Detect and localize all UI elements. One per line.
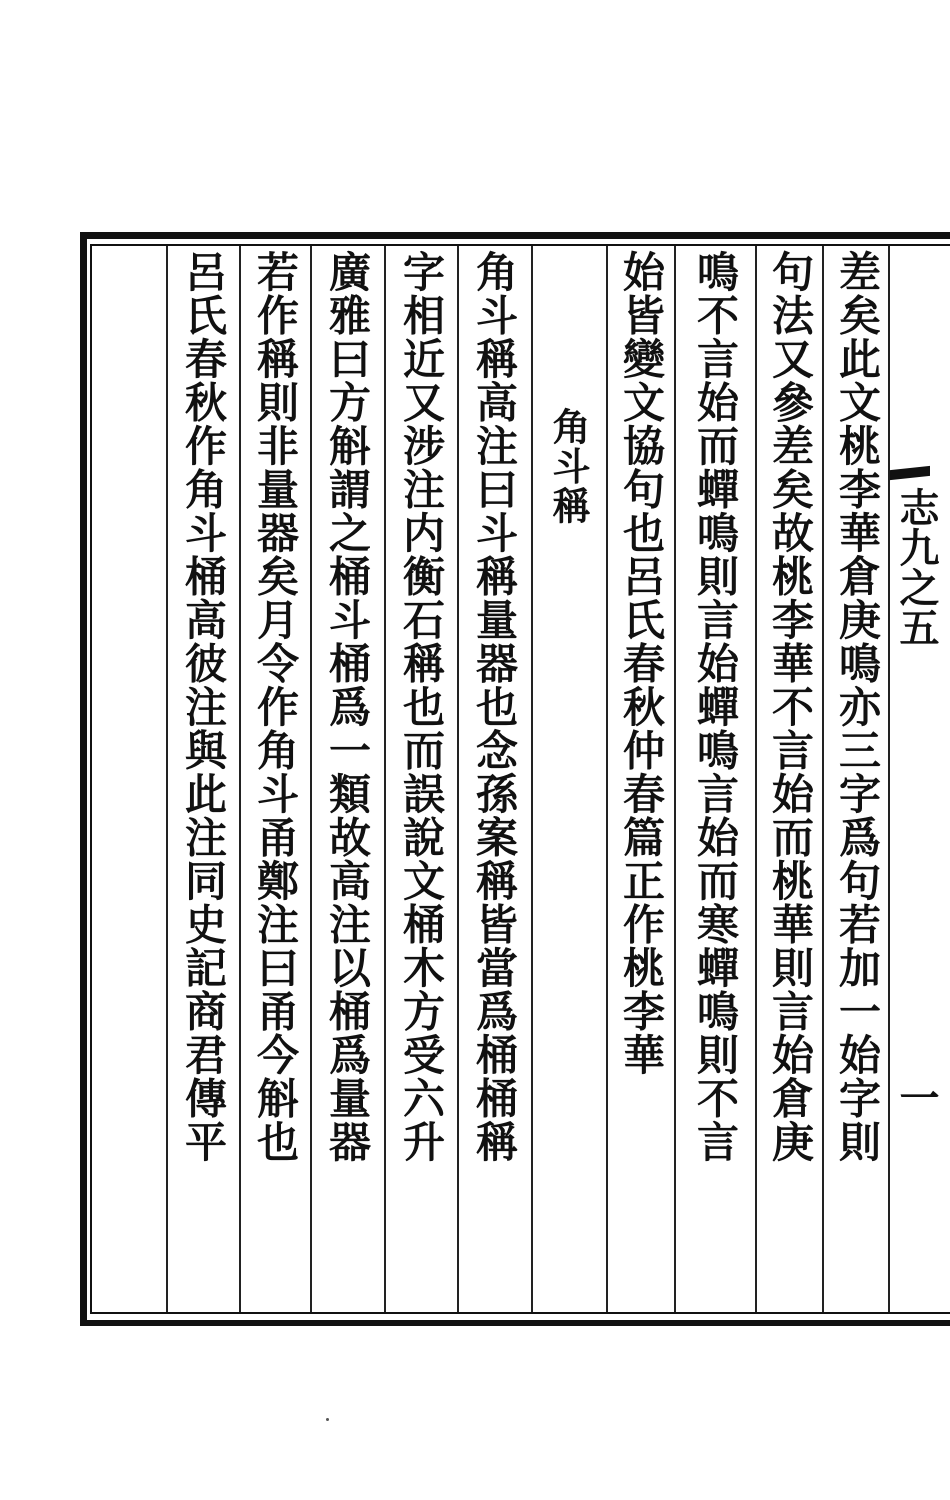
column-divider bbox=[888, 246, 890, 1312]
frame-border-bottom-inner bbox=[90, 1312, 950, 1314]
margin-title: 志九之五 bbox=[893, 487, 940, 647]
text-column-10: 呂氏春秋作角斗桶高彼注與此注同史記商君傳平 bbox=[179, 250, 228, 1164]
page-frame bbox=[80, 232, 950, 1330]
frame-border-bottom bbox=[80, 1320, 950, 1326]
frame-border-top bbox=[80, 232, 950, 239]
section-heading: 角斗稱 bbox=[546, 407, 591, 526]
column-divider bbox=[822, 246, 824, 1312]
text-column-9: 若作稱則非量器矣月令作角斗甬鄭注曰甬今斛也 bbox=[251, 250, 300, 1164]
text-column-7: 字相近又涉注内衡石稱也而誤說文桶木方受六升 bbox=[397, 250, 446, 1164]
text-column-4: 始皆變文協句也呂氏春秋仲春篇正作桃李華 bbox=[617, 250, 666, 1077]
column-divider bbox=[239, 246, 241, 1312]
fish-tail-mark bbox=[890, 466, 930, 480]
text-column-8: 廣雅曰方斛謂之桶斗桶爲一類故高注以桶爲量器 bbox=[323, 250, 372, 1164]
text-column-2: 句法又參差矣故桃李華不言始而桃華則言始倉庚 bbox=[766, 250, 815, 1164]
frame-border-left-inner bbox=[90, 244, 92, 1314]
column-divider bbox=[531, 246, 533, 1312]
column-divider bbox=[755, 246, 757, 1312]
frame-border-left bbox=[80, 232, 87, 1326]
margin-page-number: 一 bbox=[893, 1077, 940, 1117]
frame-border-top-inner bbox=[90, 244, 950, 246]
column-divider bbox=[310, 246, 312, 1312]
column-divider bbox=[457, 246, 459, 1312]
text-column-1: 差矣此文桃李華倉庚鳴亦三字爲句若加一始字則 bbox=[833, 250, 882, 1164]
scan-speck bbox=[326, 1418, 329, 1421]
column-divider bbox=[674, 246, 676, 1312]
text-column-6: 角斗稱高注曰斗稱量器也念孫案稱皆當爲桶桶稱 bbox=[470, 250, 519, 1164]
text-column-3: 鳴不言始而蟬鳴則言始蟬鳴言始而寒蟬鳴則不言 bbox=[691, 250, 740, 1164]
column-divider bbox=[384, 246, 386, 1312]
column-divider bbox=[606, 246, 608, 1312]
column-divider bbox=[166, 246, 168, 1312]
